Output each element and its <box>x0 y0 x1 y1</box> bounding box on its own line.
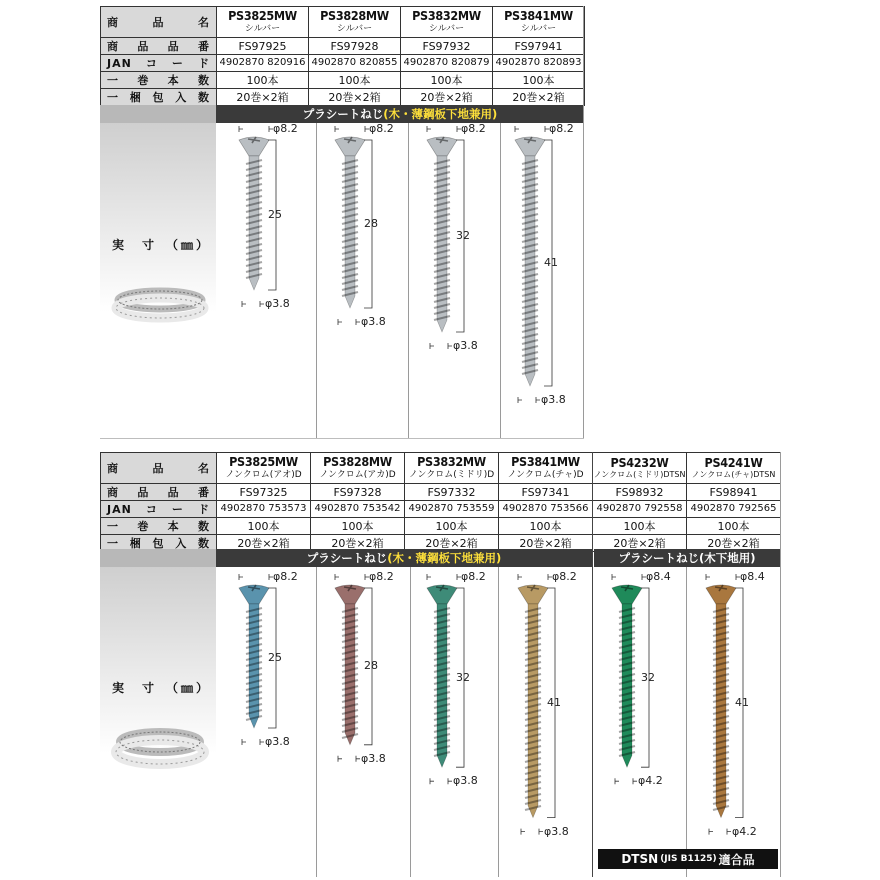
per-case-cell: 20巻×2箱 <box>499 535 593 552</box>
sku-cell: FS97932 <box>401 38 493 55</box>
band-highlight: (木・薄鋼板下地兼用) <box>387 551 502 565</box>
product-finish: ノンクロム(チャ)DTSN <box>691 470 776 480</box>
head-diameter-ticks <box>239 574 273 580</box>
product-code: PS3825MW <box>228 8 297 24</box>
tip-diameter-label: φ3.8 <box>361 315 386 328</box>
product-cell <box>687 453 781 484</box>
label-product-name: 商品名 <box>101 453 217 484</box>
jan-cell: 4902870 820855 <box>309 55 401 72</box>
head-diameter-ticks <box>335 126 369 132</box>
per-case-cell: 20巻×2箱 <box>405 535 499 552</box>
product-finish: シルバー <box>520 23 557 34</box>
head-diameter-ticks <box>706 574 740 580</box>
per-roll-cell: 100本 <box>493 72 585 89</box>
dtsn-badge <box>598 849 778 869</box>
product-cell <box>401 7 493 38</box>
jan-cell: 4902870 753566 <box>499 501 593 518</box>
per-roll-cell: 100本 <box>687 518 781 535</box>
label-actual-size: 実 寸 （㎜） <box>112 238 212 252</box>
product-code: PS3841MW <box>511 454 580 470</box>
dtsn-standard: (JIS B1125) <box>660 854 717 864</box>
tip-diameter-label: φ3.8 <box>265 297 290 310</box>
head-diameter-ticks <box>239 126 273 132</box>
head-diameter-label: φ8.2 <box>273 570 298 583</box>
per-roll-cell: 100本 <box>405 518 499 535</box>
tip-diameter-label: φ4.2 <box>638 774 663 788</box>
product-code: PS3832MW <box>417 454 486 470</box>
product-finish: ノンクロム(ミドリ)D <box>408 469 495 480</box>
head-diameter-label: φ8.2 <box>552 570 577 583</box>
product-code: PS3832MW <box>412 8 481 24</box>
product-code: PS3828MW <box>320 8 389 24</box>
head-diameter-label: φ8.4 <box>740 570 765 583</box>
product-cell <box>309 7 401 38</box>
label-per-case: 一梱包入数 <box>101 89 217 106</box>
product-code: PS3841MW <box>504 8 573 24</box>
jan-cell: 4902870 753573 <box>217 501 311 518</box>
band-suffix: (木下地用) <box>698 551 756 565</box>
product-finish: シルバー <box>428 23 465 34</box>
head-diameter-ticks <box>518 574 552 580</box>
tip-diameter-ticks <box>430 778 452 784</box>
head-diameter-label: φ8.2 <box>369 570 394 583</box>
product-code: PS4232W <box>610 454 669 470</box>
tip-diameter-ticks <box>615 778 637 784</box>
product-finish: ノンクロム(ミドリ)DTSN <box>593 470 686 480</box>
product-cell <box>405 453 499 484</box>
per-case-cell: 20巻×2箱 <box>309 89 401 106</box>
product-finish: シルバー <box>244 23 281 34</box>
product-cell <box>311 453 405 484</box>
product-finish: ノンクロム(チャ)D <box>507 469 584 480</box>
tip-diameter-ticks <box>430 343 452 349</box>
spec-table-silver <box>100 6 585 106</box>
jan-cell: 4902870 792565 <box>687 501 781 518</box>
head-diameter-label: φ8.2 <box>461 122 486 135</box>
sku-cell: FS97341 <box>499 484 593 501</box>
length-label: 32 <box>641 670 655 684</box>
tip-diameter-label: φ3.8 <box>541 393 566 406</box>
product-cell <box>593 453 687 484</box>
band-title: プラシートねじ <box>618 551 699 565</box>
screw-drawing <box>496 118 588 434</box>
length-label: 28 <box>364 217 378 230</box>
length-label: 41 <box>544 256 558 269</box>
per-roll-cell: 100本 <box>217 72 309 89</box>
per-roll-cell: 100本 <box>593 518 687 535</box>
per-roll-cell: 100本 <box>217 518 311 535</box>
tip-diameter-label: φ3.8 <box>361 751 386 765</box>
label-per-case: 一梱包入数 <box>101 535 217 552</box>
label-sku: 商品品番 <box>101 38 217 55</box>
screw-coil-image <box>110 720 210 780</box>
sku-cell: FS98932 <box>593 484 687 501</box>
length-label: 32 <box>456 670 470 684</box>
product-code: PS3825MW <box>229 454 298 470</box>
head-diameter-label: φ8.2 <box>549 122 574 135</box>
per-case-cell: 20巻×2箱 <box>401 89 493 106</box>
product-finish: シルバー <box>336 23 373 34</box>
head-diameter-label: φ8.2 <box>369 122 394 135</box>
divider <box>100 438 584 439</box>
jan-cell: 4902870 753559 <box>405 501 499 518</box>
jan-cell: 4902870 820879 <box>401 55 493 72</box>
label-jan: JANコード <box>101 501 217 518</box>
product-cell <box>217 7 309 38</box>
sku-cell: FS98941 <box>687 484 781 501</box>
per-roll-cell: 100本 <box>499 518 593 535</box>
length-label: 41 <box>547 695 561 709</box>
band-title: プラシートねじ <box>306 551 388 565</box>
jan-cell: 4902870 820893 <box>493 55 585 72</box>
sku-cell: FS97325 <box>217 484 311 501</box>
per-case-cell: 20巻×2箱 <box>217 89 309 106</box>
label-column-bg <box>100 123 216 438</box>
jan-cell: 4902870 753542 <box>311 501 405 518</box>
label-actual-size: 実 寸 （㎜） <box>112 681 212 695</box>
sku-cell: FS97925 <box>217 38 309 55</box>
tip-diameter-label: φ3.8 <box>453 774 478 788</box>
sku-cell: FS97328 <box>311 484 405 501</box>
product-finish: ノンクロム(アカ)D <box>319 469 396 480</box>
category-band <box>594 549 780 567</box>
length-label: 25 <box>268 651 282 664</box>
band-title: プラシートねじ <box>302 107 384 121</box>
screw-drawing <box>687 566 779 866</box>
tip-diameter-label: φ3.8 <box>544 824 569 838</box>
label-sku: 商品品番 <box>101 484 217 501</box>
product-finish: ノンクロム(アオ)D <box>225 469 302 480</box>
dtsn-suffix: 適合品 <box>718 852 755 867</box>
per-case-cell: 20巻×2箱 <box>687 535 781 552</box>
length-label: 28 <box>364 659 378 673</box>
tip-diameter-ticks <box>338 319 360 325</box>
head-diameter-ticks <box>515 126 549 132</box>
jan-cell: 4902870 820916 <box>217 55 309 72</box>
product-cell <box>217 453 311 484</box>
band-highlight: (木・薄鋼板下地兼用) <box>383 107 498 121</box>
product-code: PS4241W <box>704 454 763 470</box>
length-label: 25 <box>268 208 282 221</box>
per-case-cell: 20巻×2箱 <box>493 89 585 106</box>
screw-drawing <box>499 566 591 866</box>
length-label: 41 <box>735 695 749 709</box>
product-code: PS3828MW <box>323 454 392 470</box>
tip-diameter-label: φ3.8 <box>265 735 290 748</box>
head-diameter-label: φ8.2 <box>273 122 298 135</box>
label-per-roll: 一巻本数 <box>101 72 217 89</box>
sku-cell: FS97941 <box>493 38 585 55</box>
tip-diameter-label: φ3.8 <box>453 339 478 352</box>
divider <box>780 452 781 877</box>
head-diameter-label: φ8.2 <box>461 570 486 583</box>
screw-coil-image <box>110 282 210 332</box>
head-diameter-ticks <box>335 574 369 580</box>
jan-cell: 4902870 792558 <box>593 501 687 518</box>
tip-diameter-label: φ4.2 <box>732 824 757 838</box>
per-case-cell: 20巻×2箱 <box>593 535 687 552</box>
sku-cell: FS97332 <box>405 484 499 501</box>
product-cell <box>493 7 585 38</box>
label-product-name: 商品名 <box>101 7 217 38</box>
category-band <box>100 549 592 567</box>
tip-diameter-ticks <box>242 301 264 307</box>
tip-diameter-ticks <box>518 397 540 403</box>
head-diameter-ticks <box>612 574 646 580</box>
per-roll-cell: 100本 <box>401 72 493 89</box>
per-case-cell: 20巻×2箱 <box>217 535 311 552</box>
label-per-roll: 一巻本数 <box>101 518 217 535</box>
per-case-cell: 20巻×2箱 <box>311 535 405 552</box>
spec-table-color <box>100 452 781 552</box>
tip-diameter-ticks <box>709 829 731 835</box>
per-roll-cell: 100本 <box>309 72 401 89</box>
label-jan: JANコード <box>101 55 217 72</box>
head-diameter-ticks <box>427 574 461 580</box>
sku-cell: FS97928 <box>309 38 401 55</box>
head-diameter-label: φ8.4 <box>646 570 671 583</box>
product-cell <box>499 453 593 484</box>
tip-diameter-ticks <box>242 739 264 745</box>
head-diameter-ticks <box>427 126 461 132</box>
tip-diameter-ticks <box>521 829 543 835</box>
per-roll-cell: 100本 <box>311 518 405 535</box>
tip-diameter-ticks <box>338 756 360 762</box>
length-label: 32 <box>456 229 470 242</box>
dtsn-main: DTSN <box>621 852 659 866</box>
